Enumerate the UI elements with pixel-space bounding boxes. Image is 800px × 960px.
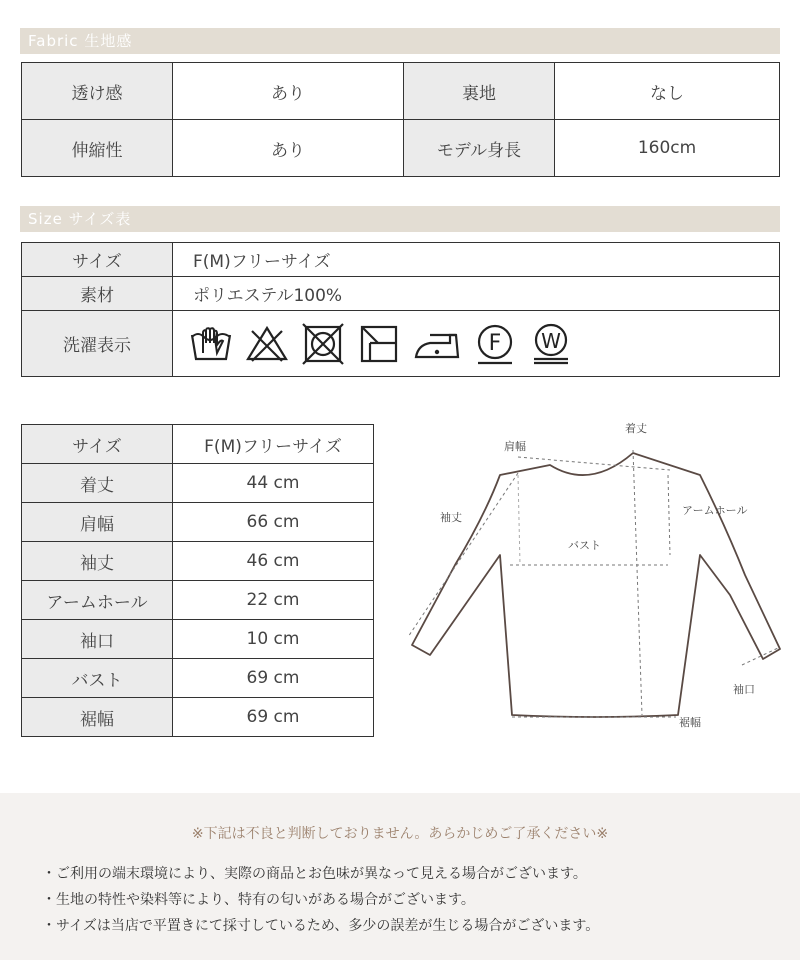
fabric-value-stretch: あり [173,120,404,177]
fabric-label-sheerness: 透け感 [22,63,173,120]
measure-label-cuff: 袖口 [22,620,173,659]
material-label: 素材 [22,277,173,311]
measurements-table [21,424,374,737]
care-icons-cell [173,311,780,377]
measure-value-shoulder: 66 cm [173,503,374,542]
measure-label-sleeve: 袖丈 [22,542,173,581]
fabric-value-model-height: 160cm [555,120,780,177]
measurements-header-value: F(M)フリーサイズ [173,425,374,464]
table-row [22,243,780,277]
diagram-label-shoulder: 肩幅 [504,440,526,453]
table-row [22,425,374,464]
fabric-value-lining: なし [555,63,780,120]
note-item: ・サイズは当店で平置きにて採寸しているため、多少の誤差が生じる場合がございます。 [42,918,600,934]
measure-value-bust: 69 cm [173,659,374,698]
size-value: F(M)フリーサイズ [173,243,780,277]
table-row [22,698,374,737]
cuff-line [742,648,778,665]
table-row [22,542,374,581]
diagram-label-armhole: アームホール [682,504,748,517]
diagram-label-bust: バスト [568,539,601,552]
sleeve-line [408,473,518,637]
shoulder-line [518,457,670,470]
table-row [22,503,374,542]
dry-clean-f-icon [472,321,518,367]
table-row [22,120,780,177]
hand-wash-icon [188,321,234,367]
measure-label-shoulder: 肩幅 [22,503,173,542]
diagram-label-sleeve: 袖丈 [440,511,462,524]
no-bleach-icon [244,321,290,367]
table-row [22,277,780,311]
notes-panel [0,793,800,960]
measure-label-length: 着丈 [22,464,173,503]
table-row [22,311,780,377]
measure-label-armhole: アームホール [22,581,173,620]
fabric-value-sheerness: あり [173,63,404,120]
fabric-label-stretch: 伸縮性 [22,120,173,177]
fabric-label-model-height: モデル身長 [404,120,555,177]
dry-clean-letter: F [488,330,502,356]
table-row [22,620,374,659]
size-section-title: Size サイズ表 [28,210,132,228]
care-icons [174,321,778,367]
measure-value-sleeve: 46 cm [173,542,374,581]
diagram-label-hem: 裾幅 [679,716,701,729]
size-info-table [21,242,780,377]
armhole-line [668,475,670,555]
measure-value-length: 44 cm [173,464,374,503]
size-section-header [20,206,780,232]
measurements-header-label: サイズ [22,425,173,464]
line-dry-shade-icon [356,321,402,367]
table-row [22,464,374,503]
diagram-label-length: 着丈 [625,422,647,435]
size-label: サイズ [22,243,173,277]
note-item: ・ご利用の端末環境により、実際の商品とお色味が異なって見える場合がございます。 [42,866,587,882]
care-label: 洗濯表示 [22,311,173,377]
table-row [22,581,374,620]
iron-low-icon [412,321,462,367]
measure-value-hem: 69 cm [173,698,374,737]
garment-diagram [400,415,800,740]
measure-value-cuff: 10 cm [173,620,374,659]
table-row [22,63,780,120]
length-line [633,450,642,715]
fabric-section-title: Fabric 生地感 [28,32,133,50]
table-row [22,659,374,698]
notes-title: ※下記は不良と判断しておりません。あらかじめご了承ください※ [191,826,609,842]
material-value: ポリエステル100% [173,277,780,311]
wet-clean-letter: W [541,328,561,353]
fabric-table [21,62,780,177]
measure-value-armhole: 22 cm [173,581,374,620]
note-item: ・生地の特性や染料等により、特有の匂いがある場合がございます。 [42,892,475,908]
diagram-label-cuff: 袖口 [733,683,755,696]
measure-label-bust: バスト [22,659,173,698]
fabric-label-lining: 裏地 [404,63,555,120]
wet-clean-w-icon [528,321,574,367]
garment-outline [412,453,780,717]
no-tumble-dry-icon [300,321,346,367]
fabric-section-header [20,28,780,54]
measure-label-hem: 裾幅 [22,698,173,737]
